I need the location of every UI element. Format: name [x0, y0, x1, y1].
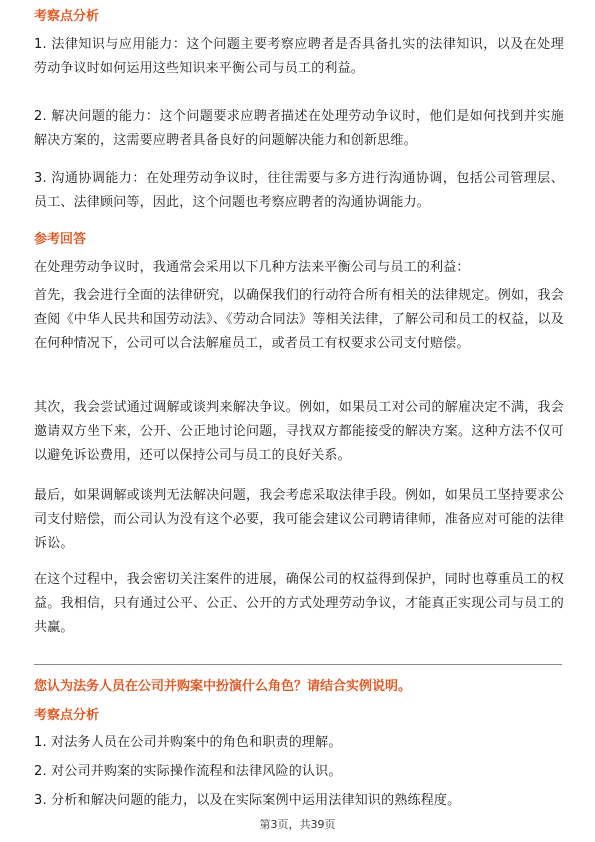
page-number: 第3页，共39页 [259, 818, 336, 831]
answer-paragraph-conclusion: 在这个过程中，我会密切关注案件的进展，确保公司的权益得到保护，同时也尊重员工的权益。我相信，只有通过公平、公正、公开的方式处理劳动争议，才能真正实现公司与员工的共赢。 [34, 572, 564, 635]
analysis-item-2: 2. 解决问题的能力：这个问题要求应聘者描述在处理劳动争议时，他们是如何找到并实施解决方案的，这需要应聘者具备良好的问题解决能力和创新思维。 [34, 109, 564, 148]
analysis-item-3: 3. 沟通协调能力：在处理劳动争议时，往往需要与多方进行沟通协调，包括公司管理层、员工、法律顾问等，因此，这个问题也考察应聘者的沟通协调能力。 [34, 171, 564, 210]
analysis-item-q2-1: 1. 对法务人员在公司并购案中的角色和职责的理解。 [34, 735, 342, 750]
section-divider [34, 664, 562, 665]
question-title: 您认为法务人员在公司并购案中扮演什么角色？请结合实例说明。 [34, 679, 412, 694]
analysis-item-1: 1. 法律知识与应用能力：这个问题主要考察应聘者是否具备扎实的法律知识，以及在处理劳动争议时如何运用这些知识来平衡公司与员工的利益。 [34, 37, 564, 76]
answer-paragraph-second: 其次，我会尝试通过调解或谈判来解决争议。例如，如果员工对公司的解雇决定不满，我会邀请双方坐下来，公开、公正地讨论问题，寻找双方都能接受的解决方案。这种方法不仅可以避免诉讼费用，还可以保持公司与员工的良好关系。 [34, 400, 564, 463]
answer-paragraph-last: 最后，如果调解或谈判无法解决问题，我会考虑采取法律手段。例如，如果员工坚持要求公司支付赔偿，而公司认为没有这个必要，我可能会建议公司聘请律师，准备应对可能的法律诉讼。 [34, 488, 564, 551]
section-heading-analysis-2: 考察点分析 [34, 708, 100, 723]
section-heading-analysis: 考察点分析 [34, 9, 100, 24]
analysis-item-q2-3: 3. 分析和解决问题的能力，以及在实际案例中运用法律知识的熟练程度。 [34, 793, 461, 808]
answer-paragraph-first: 首先，我会进行全面的法律研究，以确保我们的行动符合所有相关的法律规定。例如，我会查阅《中华人民共和国劳动法》、《劳动合同法》等相关法律，了解公司和员工的权益，以及在何种情况下，公司可以合法解雇员工，或者员工有权要求公司支付赔偿。 [34, 288, 564, 351]
section-heading-answer: 参考回答 [34, 232, 87, 247]
analysis-item-q2-2: 2. 对公司并购案的实际操作流程和法律风险的认识。 [34, 764, 342, 779]
answer-paragraph-intro: 在处理劳动争议时，我通常会采用以下几种方法来平衡公司与员工的利益： [34, 260, 470, 275]
